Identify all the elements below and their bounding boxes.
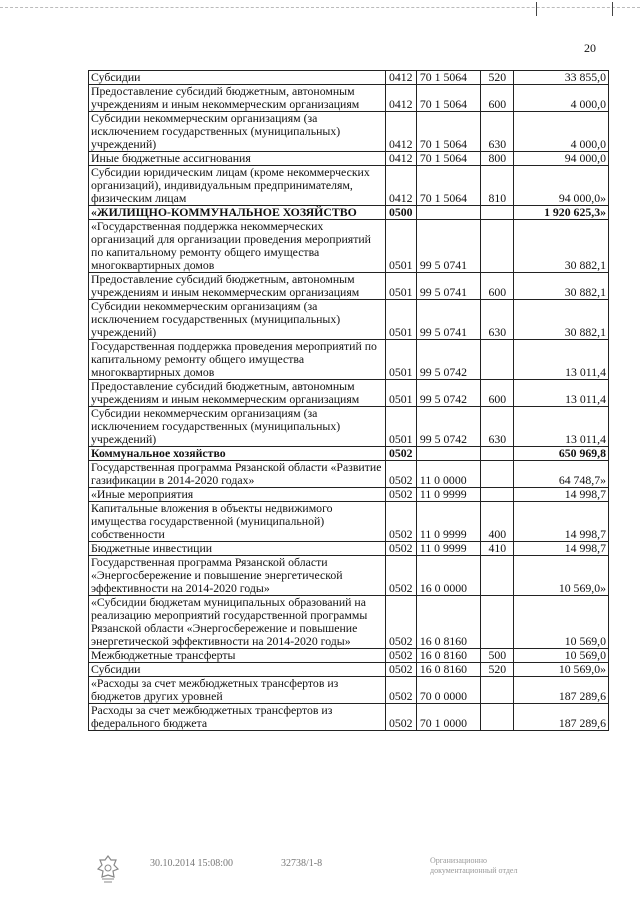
budget-table xyxy=(88,70,609,731)
row-name: Субсидии xyxy=(89,663,386,677)
row-amount: 14 998,7 xyxy=(514,542,609,556)
row-code: 70 1 5064 xyxy=(416,112,480,152)
row-name: Иные бюджетные ассигнования xyxy=(89,152,386,166)
row-name: Межбюджетные трансферты xyxy=(89,649,386,663)
department-stamp-line2: документационный отдел xyxy=(430,866,518,875)
row-code: 16 0 0000 xyxy=(416,556,480,596)
row-section: 0502 xyxy=(385,704,416,731)
table-row xyxy=(89,152,609,166)
scan-edge-mark xyxy=(612,2,613,16)
table-row xyxy=(89,407,609,447)
row-name: Государственная программа Рязанской области «Развитие газификации в 2014-2020 годах» xyxy=(89,461,386,488)
row-section: 0412 xyxy=(385,152,416,166)
row-section: 0502 xyxy=(385,502,416,542)
row-amount: 94 000,0» xyxy=(514,166,609,206)
row-type xyxy=(481,677,514,704)
row-code: 11 0 9999 xyxy=(416,542,480,556)
row-name: Коммунальное хозяйство xyxy=(89,447,386,461)
table-row xyxy=(89,220,609,273)
row-name: Государственная программа Рязанской области «Энергосбережение и повышение энергетической эффективности на 2014-2020 годы» xyxy=(89,556,386,596)
table-row xyxy=(89,596,609,649)
row-amount: 33 855,0 xyxy=(514,71,609,85)
table-row xyxy=(89,461,609,488)
footer-timestamp: 30.10.2014 15:08:00 xyxy=(150,858,234,869)
scan-edge-mark xyxy=(536,2,537,16)
row-amount: 187 289,6 xyxy=(514,704,609,731)
page-number: 20 xyxy=(584,41,596,55)
row-code: 99 5 0742 xyxy=(416,380,480,407)
row-name: Предоставление субсидий бюджетным, автономным учреждениям и иным некоммерческим организациям xyxy=(89,273,386,300)
table-row xyxy=(89,273,609,300)
table-row xyxy=(89,704,609,731)
row-name: «Иные мероприятия xyxy=(89,488,386,502)
row-type: 520 xyxy=(481,663,514,677)
row-type xyxy=(481,461,514,488)
table-row xyxy=(89,112,609,152)
row-code: 11 0 0000 xyxy=(416,461,480,488)
row-type xyxy=(481,447,514,461)
row-amount: 650 969,8 xyxy=(514,447,609,461)
table-row xyxy=(89,300,609,340)
row-name: Государственная поддержка проведения мероприятий по капитальному ремонту общего имущества многоквартирных домов xyxy=(89,340,386,380)
row-amount: 13 011,4 xyxy=(514,380,609,407)
row-name: Расходы за счет межбюджетных трансфертов из федерального бюджета xyxy=(89,704,386,731)
row-type xyxy=(481,206,514,220)
row-section: 0412 xyxy=(385,112,416,152)
row-code xyxy=(416,206,480,220)
row-code: 11 0 9999 xyxy=(416,502,480,542)
row-code: 70 1 5064 xyxy=(416,85,480,112)
row-type: 630 xyxy=(481,112,514,152)
row-section: 0501 xyxy=(385,340,416,380)
row-code: 99 5 0741 xyxy=(416,220,480,273)
table-row xyxy=(89,71,609,85)
row-type: 800 xyxy=(481,152,514,166)
row-code: 99 5 0741 xyxy=(416,273,480,300)
row-type xyxy=(481,488,514,502)
row-amount: 30 882,1 xyxy=(514,220,609,273)
row-name: Субсидии некоммерческим организациям (за исключением государственных (муниципальных) учреждений) xyxy=(89,407,386,447)
row-name: Субсидии некоммерческим организациям (за исключением государственных (муниципальных) учреждений) xyxy=(89,300,386,340)
row-section: 0501 xyxy=(385,273,416,300)
row-type: 600 xyxy=(481,85,514,112)
row-name: Бюджетные инвестиции xyxy=(89,542,386,556)
table-row xyxy=(89,663,609,677)
table-row xyxy=(89,488,609,502)
row-name: Субсидии некоммерческим организациям (за исключением государственных (муниципальных) учреждений) xyxy=(89,112,386,152)
row-section: 0502 xyxy=(385,663,416,677)
row-code: 16 0 8160 xyxy=(416,596,480,649)
row-section: 0501 xyxy=(385,407,416,447)
row-type: 410 xyxy=(481,542,514,556)
table-row xyxy=(89,206,609,220)
row-amount: 10 569,0 xyxy=(514,596,609,649)
row-type: 520 xyxy=(481,71,514,85)
row-type: 630 xyxy=(481,407,514,447)
row-code: 99 5 0741 xyxy=(416,300,480,340)
row-name: Предоставление субсидий бюджетным, автономным учреждениям и иным некоммерческим организациям xyxy=(89,85,386,112)
row-name: «Субсидии бюджетам муниципальных образований на реализацию мероприятий государственной программы Рязанской области «Энергосбережение и повышение энергетической эффективности на 2014-2020 годы» xyxy=(89,596,386,649)
table-row xyxy=(89,166,609,206)
row-section: 0502 xyxy=(385,556,416,596)
row-amount: 4 000,0 xyxy=(514,85,609,112)
row-name: «Расходы за счет межбюджетных трансфертов из бюджетов других уровней xyxy=(89,677,386,704)
row-amount: 4 000,0 xyxy=(514,112,609,152)
row-amount: 30 882,1 xyxy=(514,273,609,300)
row-code: 70 0 0000 xyxy=(416,677,480,704)
row-section: 0501 xyxy=(385,220,416,273)
row-section: 0502 xyxy=(385,447,416,461)
row-section: 0502 xyxy=(385,461,416,488)
row-type xyxy=(481,704,514,731)
row-amount: 13 011,4 xyxy=(514,407,609,447)
row-name: Капитальные вложения в объекты недвижимого имущества государственной (муниципальной) собственности xyxy=(89,502,386,542)
row-amount: 64 748,7» xyxy=(514,461,609,488)
row-type: 500 xyxy=(481,649,514,663)
department-stamp-line1: Организационно xyxy=(430,856,488,865)
row-amount: 30 882,1 xyxy=(514,300,609,340)
row-name: Субсидии юридическим лицам (кроме некоммерческих организаций), индивидуальным предпринимателям, физическим лицам xyxy=(89,166,386,206)
row-code: 11 0 9999 xyxy=(416,488,480,502)
row-section: 0502 xyxy=(385,677,416,704)
row-type: 630 xyxy=(481,300,514,340)
row-amount: 187 289,6 xyxy=(514,677,609,704)
table-row xyxy=(89,556,609,596)
row-section: 0500 xyxy=(385,206,416,220)
row-code: 70 1 5064 xyxy=(416,71,480,85)
row-amount: 13 011,4 xyxy=(514,340,609,380)
row-amount: 94 000,0 xyxy=(514,152,609,166)
row-amount: 14 998,7 xyxy=(514,488,609,502)
row-type xyxy=(481,220,514,273)
table-row xyxy=(89,542,609,556)
emblem-icon xyxy=(96,855,120,883)
row-code: 16 0 8160 xyxy=(416,663,480,677)
row-section: 0501 xyxy=(385,300,416,340)
table-row xyxy=(89,380,609,407)
table-row xyxy=(89,502,609,542)
row-type: 600 xyxy=(481,380,514,407)
row-section: 0412 xyxy=(385,166,416,206)
row-section: 0502 xyxy=(385,596,416,649)
scan-top-edge xyxy=(0,7,640,10)
table-row xyxy=(89,649,609,663)
row-amount: 10 569,0» xyxy=(514,556,609,596)
row-type xyxy=(481,596,514,649)
row-name: «Государственная поддержка некоммерческих организаций для организации проведения мероприятий по капитальному ремонту общего имущества многоквартирных домов xyxy=(89,220,386,273)
table-row xyxy=(89,677,609,704)
table-row xyxy=(89,340,609,380)
row-type xyxy=(481,556,514,596)
row-type: 810 xyxy=(481,166,514,206)
department-stamp xyxy=(430,856,517,876)
row-amount: 10 569,0» xyxy=(514,663,609,677)
table-row xyxy=(89,447,609,461)
row-code: 70 1 5064 xyxy=(416,152,480,166)
footer-doc-number: 32738/1-8 xyxy=(281,858,323,869)
row-section: 0502 xyxy=(385,488,416,502)
row-section: 0502 xyxy=(385,542,416,556)
row-code: 99 5 0742 xyxy=(416,407,480,447)
row-type xyxy=(481,340,514,380)
row-section: 0412 xyxy=(385,85,416,112)
row-type: 400 xyxy=(481,502,514,542)
row-section: 0412 xyxy=(385,71,416,85)
table-row xyxy=(89,85,609,112)
row-code: 99 5 0742 xyxy=(416,340,480,380)
row-name: Субсидии xyxy=(89,71,386,85)
row-amount: 10 569,0 xyxy=(514,649,609,663)
row-code xyxy=(416,447,480,461)
row-code: 16 0 8160 xyxy=(416,649,480,663)
row-section: 0501 xyxy=(385,380,416,407)
row-type: 600 xyxy=(481,273,514,300)
row-name: Предоставление субсидий бюджетным, автономным учреждениям и иным некоммерческим организациям xyxy=(89,380,386,407)
row-amount: 14 998,7 xyxy=(514,502,609,542)
row-code: 70 1 0000 xyxy=(416,704,480,731)
row-code: 70 1 5064 xyxy=(416,166,480,206)
row-name: «ЖИЛИЩНО-КОММУНАЛЬНОЕ ХОЗЯЙСТВО xyxy=(89,206,386,220)
row-section: 0502 xyxy=(385,649,416,663)
row-amount: 1 920 625,3» xyxy=(514,206,609,220)
